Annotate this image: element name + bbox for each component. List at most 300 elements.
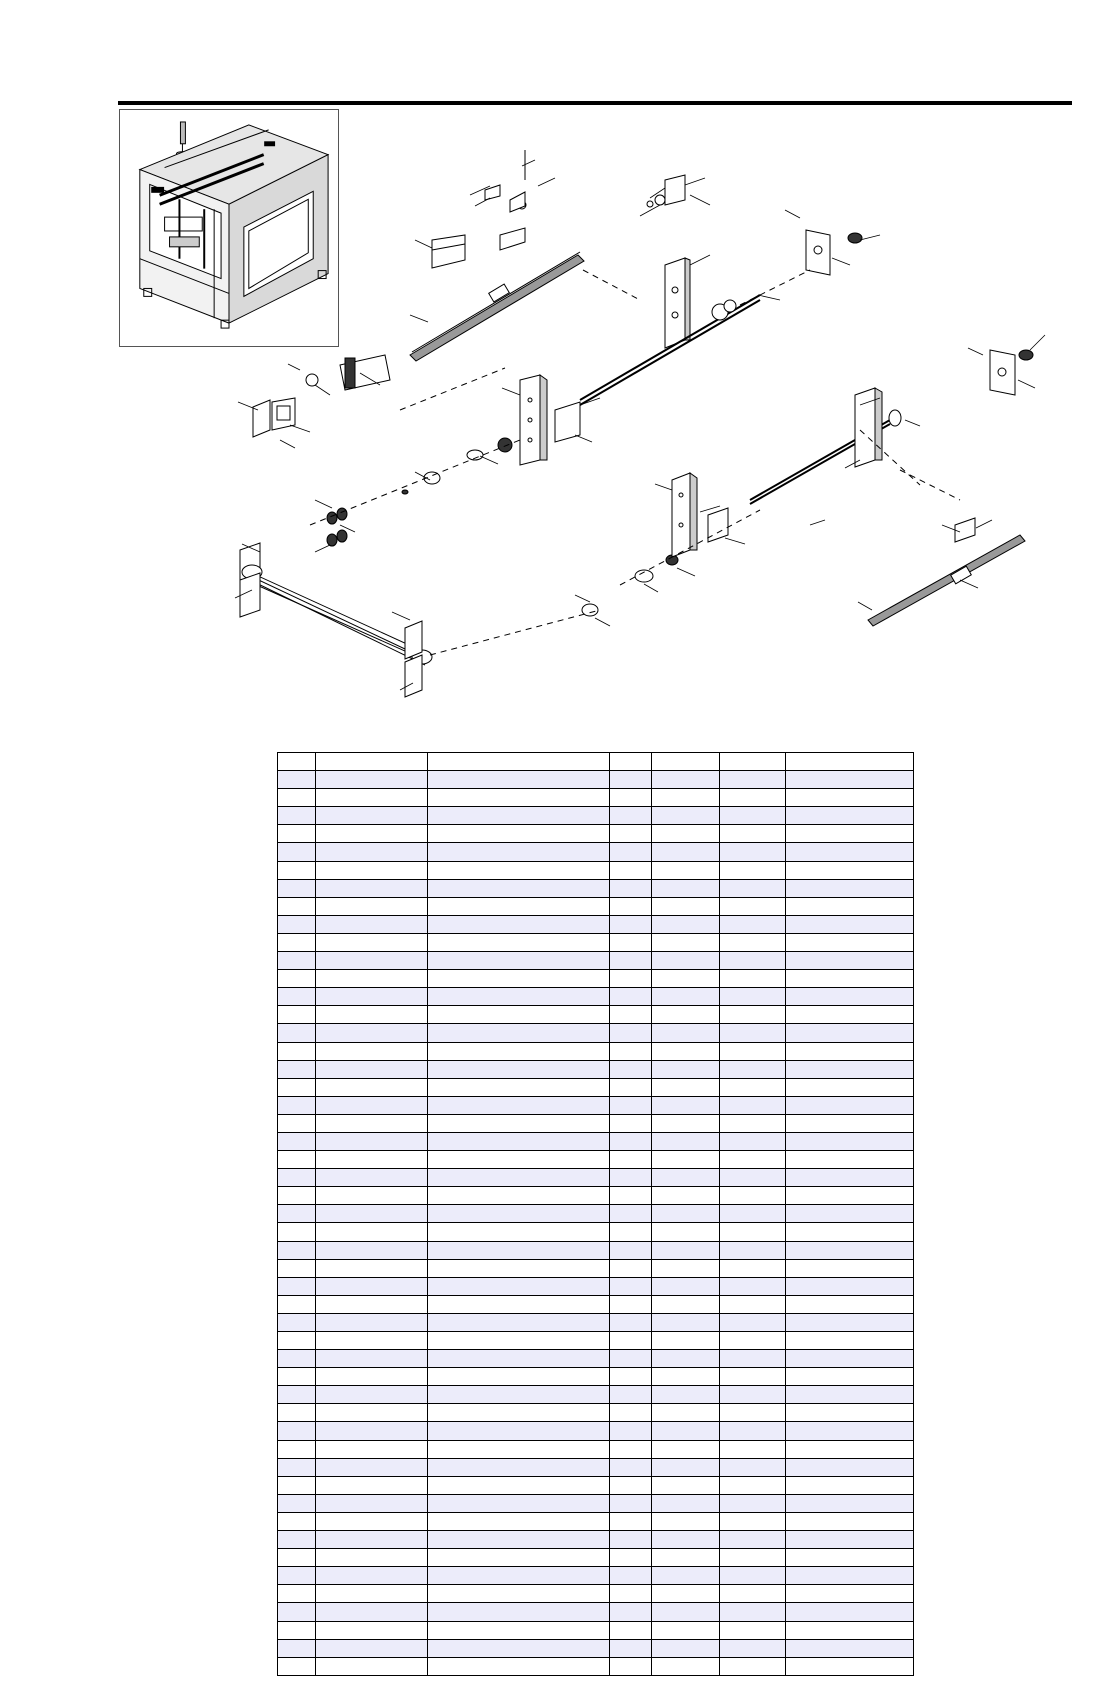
table-cell (652, 1169, 720, 1187)
table-cell (278, 933, 316, 951)
table-row (278, 1657, 914, 1675)
table-row (278, 1476, 914, 1494)
table-cell (720, 897, 786, 915)
table-cell (610, 1549, 652, 1567)
table-cell (278, 771, 316, 789)
table-cell (428, 753, 610, 771)
table-cell (610, 825, 652, 843)
table-cell (610, 1458, 652, 1476)
table-cell (786, 1476, 914, 1494)
table-cell (652, 1549, 720, 1567)
table-row (278, 1404, 914, 1422)
table-cell (278, 1350, 316, 1368)
table-cell (428, 1187, 610, 1205)
table-cell (652, 1078, 720, 1096)
table-cell (786, 1621, 914, 1639)
table-cell (786, 1241, 914, 1259)
table-cell (428, 1277, 610, 1295)
table-row (278, 825, 914, 843)
table-cell (786, 1060, 914, 1078)
table-cell (610, 789, 652, 807)
table-cell (720, 1476, 786, 1494)
table-cell (720, 1350, 786, 1368)
table-cell (316, 1368, 428, 1386)
table-cell (652, 970, 720, 988)
table-cell (428, 1132, 610, 1150)
table-row (278, 1621, 914, 1639)
table-cell (316, 1313, 428, 1331)
table-cell (428, 1169, 610, 1187)
table-cell (786, 789, 914, 807)
table-cell (652, 1295, 720, 1313)
table-cell (652, 1024, 720, 1042)
table-cell (278, 1657, 316, 1675)
table-row (278, 1494, 914, 1512)
table-cell (652, 825, 720, 843)
table-cell (278, 1205, 316, 1223)
table-cell (278, 1494, 316, 1512)
table-cell (316, 1567, 428, 1585)
table-row (278, 861, 914, 879)
table-cell (610, 1042, 652, 1060)
table-cell (316, 1603, 428, 1621)
table-cell (786, 1024, 914, 1042)
table-row (278, 1350, 914, 1368)
table-cell (786, 1223, 914, 1241)
table-cell (720, 753, 786, 771)
table-cell (278, 1368, 316, 1386)
table-cell (720, 861, 786, 879)
table-row (278, 1458, 914, 1476)
table-row (278, 1386, 914, 1404)
table-cell (786, 771, 914, 789)
table-cell (786, 1205, 914, 1223)
table-cell (428, 1350, 610, 1368)
table-cell (652, 1476, 720, 1494)
table-cell (786, 988, 914, 1006)
table-cell (720, 1639, 786, 1657)
table-cell (316, 1512, 428, 1530)
table-cell (786, 1332, 914, 1350)
table-cell (786, 1277, 914, 1295)
table-cell (720, 988, 786, 1006)
table-cell (428, 1060, 610, 1078)
table-cell (278, 1531, 316, 1549)
table-row (278, 1078, 914, 1096)
table-cell (428, 879, 610, 897)
table-cell (610, 1151, 652, 1169)
table-cell (652, 1422, 720, 1440)
table-cell (720, 1006, 786, 1024)
table-cell (316, 1223, 428, 1241)
table-cell (652, 1114, 720, 1132)
table-row (278, 1096, 914, 1114)
table-cell (786, 1404, 914, 1422)
table-cell (428, 1151, 610, 1169)
table-cell (316, 1259, 428, 1277)
table-cell (278, 1512, 316, 1530)
table-cell (720, 1440, 786, 1458)
table-cell (428, 970, 610, 988)
table-row (278, 897, 914, 915)
table-cell (652, 861, 720, 879)
table-cell (428, 861, 610, 879)
table-cell (720, 1169, 786, 1187)
table-row (278, 1187, 914, 1205)
table-cell (652, 1096, 720, 1114)
table-cell (278, 879, 316, 897)
table-cell (720, 915, 786, 933)
exploded-view-assembly-drawing (160, 140, 1080, 740)
table-cell (428, 1096, 610, 1114)
table-cell (278, 1151, 316, 1169)
table-cell (720, 1585, 786, 1603)
table-cell (610, 1295, 652, 1313)
table-cell (278, 843, 316, 861)
table-cell (316, 1621, 428, 1639)
table-cell (720, 771, 786, 789)
table-cell (278, 807, 316, 825)
table-cell (652, 771, 720, 789)
table-cell (610, 1114, 652, 1132)
table-cell (316, 897, 428, 915)
table-cell (278, 1024, 316, 1042)
table-cell (278, 1585, 316, 1603)
table-cell (786, 807, 914, 825)
table-cell (278, 1313, 316, 1331)
table-cell (316, 753, 428, 771)
table-cell (720, 789, 786, 807)
table-cell (720, 1151, 786, 1169)
table-cell (428, 1657, 610, 1675)
table-cell (428, 1006, 610, 1024)
table-row (278, 1313, 914, 1331)
table-cell (278, 1603, 316, 1621)
table-cell (428, 1078, 610, 1096)
table-cell (610, 1404, 652, 1422)
table-cell (786, 1078, 914, 1096)
table-cell (610, 861, 652, 879)
table-cell (720, 1422, 786, 1440)
table-cell (278, 1241, 316, 1259)
table-cell (610, 1386, 652, 1404)
table-row (278, 933, 914, 951)
table-cell (786, 1531, 914, 1549)
table-cell (278, 1223, 316, 1241)
table-cell (428, 933, 610, 951)
table-row (278, 1042, 914, 1060)
table-row (278, 1060, 914, 1078)
table-cell (278, 861, 316, 879)
table-cell (652, 807, 720, 825)
table-cell (278, 1078, 316, 1096)
table-row (278, 1603, 914, 1621)
table-cell (316, 1096, 428, 1114)
table-cell (428, 1567, 610, 1585)
table-cell (720, 807, 786, 825)
table-cell (610, 1132, 652, 1150)
table-cell (278, 1332, 316, 1350)
table-cell (652, 1259, 720, 1277)
table-cell (786, 879, 914, 897)
table-cell (786, 825, 914, 843)
table-cell (428, 1585, 610, 1603)
table-cell (652, 1042, 720, 1060)
table-cell (316, 807, 428, 825)
table-cell (610, 879, 652, 897)
table-cell (316, 861, 428, 879)
table-cell (610, 1205, 652, 1223)
table-cell (720, 1024, 786, 1042)
table-cell (786, 1494, 914, 1512)
table-row (278, 1639, 914, 1657)
table-cell (278, 753, 316, 771)
table-cell (786, 1350, 914, 1368)
table-cell (652, 1060, 720, 1078)
table-cell (316, 1476, 428, 1494)
table-cell (720, 1277, 786, 1295)
table-cell (652, 1313, 720, 1331)
table-cell (278, 1277, 316, 1295)
table-cell (610, 1169, 652, 1187)
table-cell (652, 1621, 720, 1639)
table-cell (428, 1404, 610, 1422)
table-cell (652, 915, 720, 933)
table-cell (428, 1621, 610, 1639)
table-cell (720, 1386, 786, 1404)
table-cell (652, 1603, 720, 1621)
table-cell (316, 1585, 428, 1603)
table-row (278, 1114, 914, 1132)
table-cell (720, 1223, 786, 1241)
table-row (278, 807, 914, 825)
table-cell (316, 1205, 428, 1223)
table-cell (786, 1259, 914, 1277)
table-cell (720, 825, 786, 843)
table-cell (610, 1259, 652, 1277)
table-cell (652, 1657, 720, 1675)
table-cell (786, 1132, 914, 1150)
table-cell (278, 789, 316, 807)
table-cell (786, 1422, 914, 1440)
table-cell (316, 1350, 428, 1368)
table-row (278, 988, 914, 1006)
table-cell (652, 952, 720, 970)
table-row (278, 970, 914, 988)
table-cell (610, 1368, 652, 1386)
table-cell (428, 1368, 610, 1386)
table-cell (720, 1404, 786, 1422)
table-cell (278, 952, 316, 970)
table-cell (278, 1006, 316, 1024)
table-cell (316, 970, 428, 988)
table-cell (316, 952, 428, 970)
table-cell (428, 1114, 610, 1132)
table-cell (720, 1603, 786, 1621)
table-row (278, 915, 914, 933)
table-cell (428, 1476, 610, 1494)
exploded-view-drawing (160, 140, 1080, 740)
table-cell (610, 1585, 652, 1603)
table-cell (786, 1114, 914, 1132)
table-cell (316, 1295, 428, 1313)
table-cell (720, 1205, 786, 1223)
table-cell (652, 1332, 720, 1350)
table-cell (610, 1603, 652, 1621)
table-cell (278, 1187, 316, 1205)
table-cell (720, 843, 786, 861)
table-cell (610, 988, 652, 1006)
table-cell (316, 1060, 428, 1078)
table-cell (720, 970, 786, 988)
table-cell (652, 1531, 720, 1549)
table-cell (610, 1476, 652, 1494)
table-cell (428, 915, 610, 933)
table-cell (316, 1332, 428, 1350)
table-cell (278, 1458, 316, 1476)
table-row (278, 1132, 914, 1150)
table-cell (652, 1512, 720, 1530)
table-cell (278, 1404, 316, 1422)
table-cell (316, 1114, 428, 1132)
table-cell (428, 843, 610, 861)
table-cell (786, 897, 914, 915)
table-cell (610, 1512, 652, 1530)
table-cell (610, 1277, 652, 1295)
table-cell (316, 1006, 428, 1024)
table-row (278, 1512, 914, 1530)
table-cell (428, 1494, 610, 1512)
table-cell (316, 1639, 428, 1657)
table-row (278, 1440, 914, 1458)
table-row (278, 1585, 914, 1603)
table-cell (428, 1042, 610, 1060)
table-cell (720, 1549, 786, 1567)
table-cell (316, 771, 428, 789)
table-row (278, 1006, 914, 1024)
table-cell (316, 825, 428, 843)
table-cell (786, 1639, 914, 1657)
table-cell (610, 952, 652, 970)
parts-list-table (277, 752, 913, 1682)
table-cell (610, 1621, 652, 1639)
table-row (278, 1277, 914, 1295)
table-cell (610, 1187, 652, 1205)
table-cell (610, 1350, 652, 1368)
table-cell (428, 771, 610, 789)
table-cell (610, 1422, 652, 1440)
table-cell (786, 861, 914, 879)
table-cell (428, 1241, 610, 1259)
table-cell (720, 1132, 786, 1150)
table-cell (316, 1151, 428, 1169)
table-cell (610, 1440, 652, 1458)
table-cell (316, 1024, 428, 1042)
table-row (278, 1531, 914, 1549)
table-cell (610, 915, 652, 933)
table-cell (610, 1494, 652, 1512)
table-cell (428, 1603, 610, 1621)
table-cell (720, 1494, 786, 1512)
table-row (278, 1259, 914, 1277)
table-cell (786, 1042, 914, 1060)
table-row (278, 1295, 914, 1313)
table-cell (720, 1187, 786, 1205)
table-cell (316, 1494, 428, 1512)
table-cell (278, 1639, 316, 1657)
table-cell (652, 1187, 720, 1205)
table-cell (316, 1187, 428, 1205)
table-cell (720, 1241, 786, 1259)
table-cell (652, 789, 720, 807)
table-cell (720, 1512, 786, 1530)
table-row (278, 1567, 914, 1585)
table-cell (428, 1639, 610, 1657)
table-cell (786, 1313, 914, 1331)
table-cell (720, 879, 786, 897)
header-rule (118, 101, 1072, 105)
table-cell (278, 1042, 316, 1060)
table-cell (428, 1531, 610, 1549)
table-row (278, 789, 914, 807)
table-cell (652, 1132, 720, 1150)
table-cell (786, 1187, 914, 1205)
table-cell (720, 1096, 786, 1114)
table-cell (652, 1440, 720, 1458)
table-cell (720, 1368, 786, 1386)
table-cell (278, 1422, 316, 1440)
table-cell (610, 1096, 652, 1114)
table-cell (610, 1567, 652, 1585)
table-cell (428, 825, 610, 843)
table-cell (278, 1476, 316, 1494)
table-cell (652, 897, 720, 915)
table-cell (278, 1440, 316, 1458)
table-row (278, 952, 914, 970)
table-cell (316, 988, 428, 1006)
table-cell (428, 789, 610, 807)
table-cell (720, 1621, 786, 1639)
table-row (278, 1332, 914, 1350)
table-cell (720, 952, 786, 970)
table-cell (316, 789, 428, 807)
table-cell (610, 897, 652, 915)
table-cell (652, 879, 720, 897)
table-cell (786, 1006, 914, 1024)
table-cell (610, 1332, 652, 1350)
table-cell (428, 897, 610, 915)
table-cell (652, 1567, 720, 1585)
table-cell (610, 771, 652, 789)
table-cell (786, 1440, 914, 1458)
table-cell (278, 1549, 316, 1567)
table-cell (786, 1603, 914, 1621)
table-cell (610, 753, 652, 771)
table-row (278, 843, 914, 861)
table-row (278, 879, 914, 897)
table-cell (652, 1639, 720, 1657)
table-cell (316, 1531, 428, 1549)
parts-table (277, 752, 914, 1676)
table-cell (610, 1024, 652, 1042)
table-cell (652, 1458, 720, 1476)
table-cell (652, 753, 720, 771)
table-cell (610, 933, 652, 951)
table-row (278, 1151, 914, 1169)
table-cell (720, 1567, 786, 1585)
table-cell (652, 1494, 720, 1512)
table-cell (720, 1114, 786, 1132)
